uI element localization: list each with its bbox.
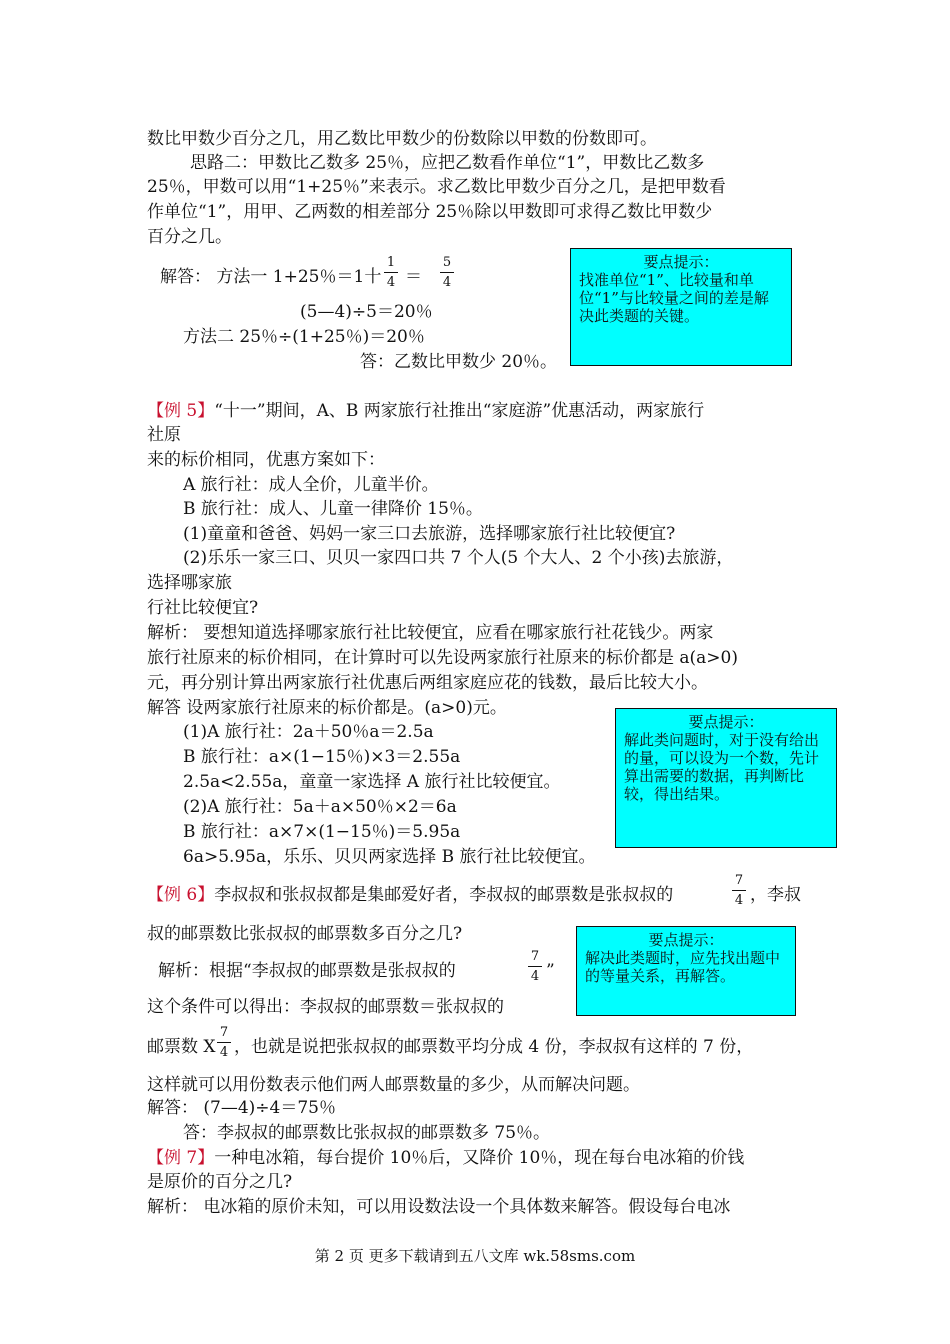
text-line: 百分之几。 (147, 227, 232, 247)
text-line: B 旅行社：成人、儿童一律降价 15％。 (183, 499, 483, 519)
text-line: 思路二：甲数比乙数多 25％，应把乙数看作单位“1”，甲数比乙数多 (190, 153, 705, 173)
example-tag: 【例 5】 (147, 401, 215, 421)
text-line: 解答 设两家旅行社原来的标价都是。(a>0)元。 (147, 698, 507, 718)
tip-title: 要点提示： (688, 713, 764, 731)
tip-title: 要点提示： (648, 931, 724, 949)
text-line: 元，再分别计算出两家旅行社优惠后两组家庭应花的钱数，最后比较大小。 (147, 673, 708, 693)
fraction-bar (528, 966, 542, 967)
answer-line: (5—4)÷5＝20％ (300, 302, 433, 322)
text-line: 来的标价相同，优惠方案如下： (147, 450, 385, 470)
text-line: 选择哪家旅 (147, 573, 232, 593)
page-footer: 第 2 页 更多下载请到五八文库 wk.58sms.com (314, 1247, 636, 1265)
text-line (147, 1036, 216, 1058)
tip-box (570, 248, 792, 366)
text-line: 社原 (147, 425, 181, 445)
fraction-numerator: 1 (386, 255, 396, 270)
answer-line: 方法二 25％÷(1+25％)＝20％ (183, 327, 425, 347)
example-question: 一种电冰箱，每台提价 10％后，又降价 10％，现在每台电冰箱的价钱 (214, 1148, 745, 1168)
tip-body: 找准单位“1”、比较量和单位“1”与比较量之间的差是解决此类题的关键。 (579, 271, 769, 325)
example-heading (147, 400, 704, 422)
fraction-numerator: 5 (442, 255, 452, 270)
text-line: 答：李叔叔的邮票数比张叔叔的邮票数多 75％。 (183, 1123, 551, 1143)
text-line: 解析： 电冰箱的原价未知，可以用设数法设一个具体数来解答。假设每台电冰 (147, 1197, 731, 1217)
tip-body: 解此类问题时，对于没有给出的量，可以设为一个数，先计算出需要的数据，再判断比较，得出结果。 (624, 731, 820, 803)
text-line: 作单位“1”，用甲、乙两数的相差部分 25％除以甲数即可求得乙数比甲数少 (147, 202, 713, 222)
fraction-bar (217, 1042, 231, 1043)
text-line: (2)A 旅行社：5a＋a×50％×2＝6a (183, 797, 457, 817)
answer-line: 答：乙数比甲数少 20％。 (360, 352, 558, 372)
tip-body: 解决此类题时，应先找出题中的等量关系，再解答。 (585, 949, 781, 985)
text-line: (1)童童和爸爸、妈妈一家三口去旅游，选择哪家旅行社比较便宜? (183, 524, 676, 544)
text-line: 数比甲数少百分之几，用乙数比甲数少的份数除以甲数的份数即可。 (147, 129, 657, 149)
text-line: 是原价的百分之几? (147, 1172, 293, 1192)
text-line: (1)A 旅行社：2a＋50％a＝2.5a (183, 722, 434, 742)
example-tag: 【例 7】 (147, 1148, 215, 1168)
fraction-denominator: 4 (530, 969, 540, 984)
text-line: 这样就可以用份数表示他们两人邮票数量的多少，从而解决问题。 (147, 1075, 640, 1095)
example-question: 李叔叔和张叔叔都是集邮爱好者，李叔叔的邮票数是张叔叔的 (214, 885, 674, 905)
text-line: 25％，甲数可以用“1+25％”来表示。求乙数比甲数少百分之几，是把甲数看 (147, 177, 726, 197)
text-fragment: 邮票数 X (147, 1037, 216, 1057)
text-line: 行社比较便宜? (147, 598, 259, 618)
text-line: ，也就是说把张叔叔的邮票数平均分成 4 份，李叔叔有这样的 7 份， (234, 1037, 754, 1057)
fraction-bar (440, 272, 454, 273)
text-line: (2)乐乐一家三口、贝贝一家四口共 7 个人(5 个大人、2 个小孩)去旅游， (183, 548, 734, 568)
fraction-numerator: 7 (734, 873, 744, 888)
fraction-denominator: 4 (219, 1045, 229, 1060)
text-line: 2.5a<2.55a，童童一家选择 A 旅行社比较便宜。 (183, 772, 561, 792)
text-line: B 旅行社：a×(1−15％)×3＝2.55a (183, 747, 461, 767)
text-line: A 旅行社：成人全价，儿童半价。 (183, 475, 439, 495)
text-line: B 旅行社：a×7×(1−15％)＝5.95a (183, 822, 461, 842)
example-question: “十一”期间，A、B 两家旅行社推出“家庭游”优惠活动，两家旅行 (214, 401, 705, 421)
text-line: 旅行社原来的标价相同，在计算时可以先设两家旅行社原来的标价都是 a(a>0) (147, 648, 738, 668)
fraction-denominator: 4 (386, 275, 396, 290)
text-line: ，李叔 (750, 885, 801, 905)
text-line: 解析：根据“李叔叔的邮票数是张叔叔的 (158, 961, 456, 981)
answer-line: 解答： 方法一 1+25％＝1十 (160, 267, 382, 287)
text-line: 6a>5.95a，乐乐、贝贝两家选择 B 旅行社比较便宜。 (183, 847, 596, 867)
fraction-denominator: 4 (734, 893, 744, 908)
text-line: 解析： 要想知道选择哪家旅行社比较便宜，应看在哪家旅行社花钱少。两家 (147, 623, 714, 643)
text-line: 叔的邮票数比张叔叔的邮票数多百分之几? (147, 924, 463, 944)
text-line: 解答： (7—4)÷4＝75％ (147, 1098, 336, 1118)
tip-box (615, 708, 837, 848)
text-line: ” (546, 961, 555, 981)
fraction-bar (384, 272, 398, 273)
fraction-numerator: 7 (530, 949, 540, 964)
text-line: 这个条件可以得出：李叔叔的邮票数＝张叔叔的 (147, 997, 504, 1017)
example-tag: 【例 6】 (147, 885, 215, 905)
example-heading (147, 1147, 744, 1169)
fraction-denominator: 4 (442, 275, 452, 290)
example-heading (147, 884, 673, 906)
fraction-bar (732, 890, 746, 891)
tip-title: 要点提示： (643, 253, 719, 271)
tip-box (576, 926, 796, 1016)
fraction-numerator: 7 (219, 1025, 229, 1040)
equals-sign: ＝ (405, 267, 422, 287)
